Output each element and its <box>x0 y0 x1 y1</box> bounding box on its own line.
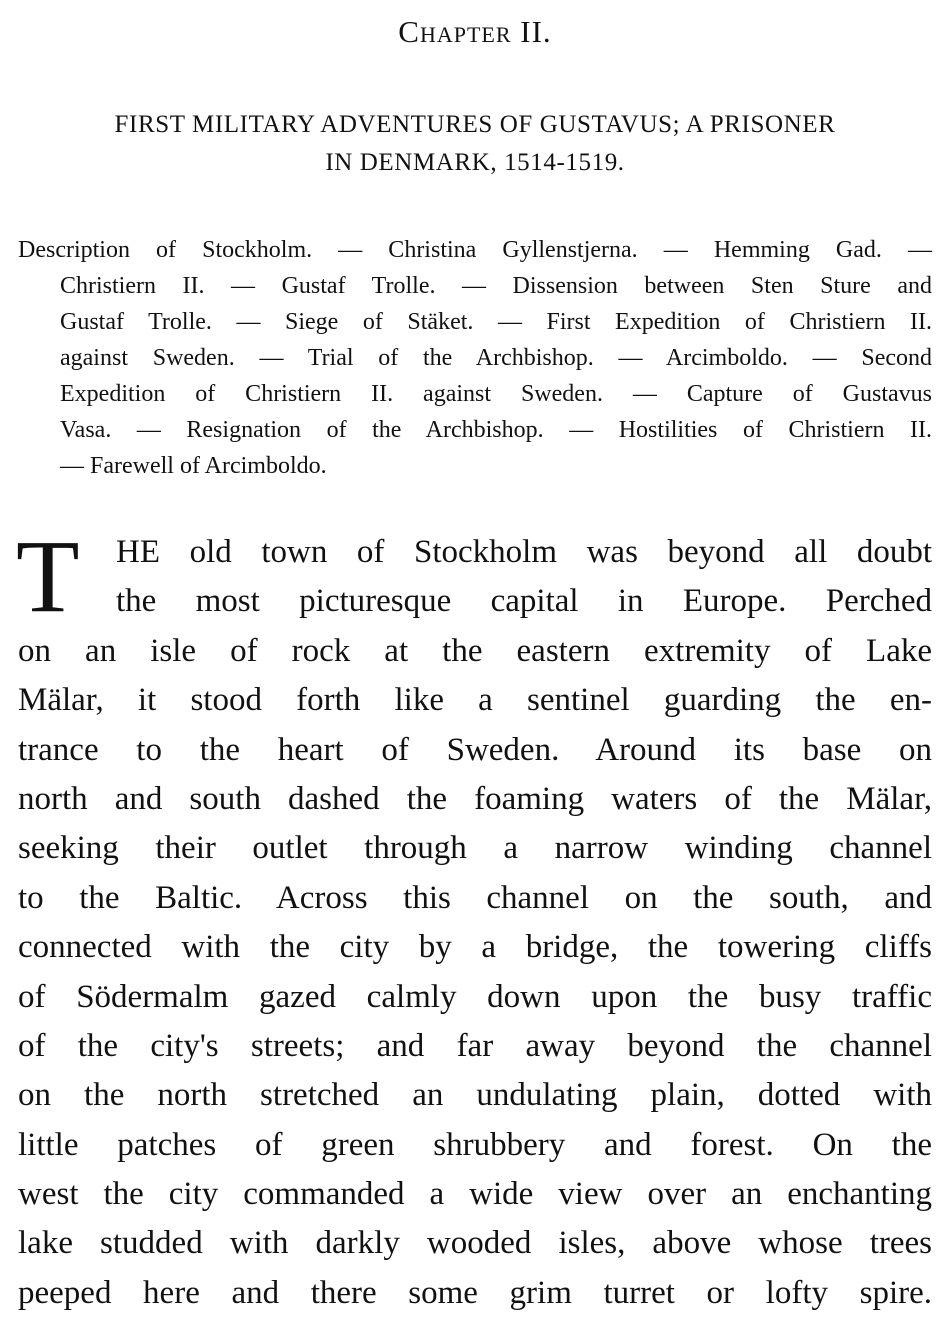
summary-line: — Farewell of Arcimboldo. <box>60 453 327 479</box>
summary-line: Description of Stockholm. — Christina Gyllenstjerna. — Hemming Gad. — <box>18 237 932 263</box>
body-paragraph <box>18 528 932 1318</box>
body-line: HE old town of Stockholm was beyond all doubt <box>116 534 932 570</box>
chapter-title <box>0 106 950 182</box>
body-line: west the city commanded a wide view over an enchanting <box>18 1176 932 1213</box>
body-line: on an isle of rock at the eastern extremity of Lake <box>18 632 932 669</box>
body-line: trance to the heart of Sweden. Around its base on <box>18 731 932 768</box>
body-line: little patches of green shrubbery and forest. On the <box>18 1126 932 1163</box>
body-line: peeped here and there some grim turret or lofty spire. <box>18 1274 932 1311</box>
body-line: the most picturesque capital in Europe. Perched <box>116 583 932 620</box>
summary-line: Gustaf Trolle. — Siege of Stäket. — First Expedition of Christiern II. <box>60 309 932 335</box>
chapter-title-line: FIRST MILITARY ADVENTURES OF GUSTAVUS; A PRISONER <box>114 111 836 138</box>
summary-line: Expedition of Christiern II. against Sweden. — Capture of Gustavus <box>60 381 932 407</box>
body-line: seeking their outlet through a narrow winding channel <box>18 830 932 867</box>
body-line: lake studded with darkly wooded isles, above whose trees <box>18 1225 932 1262</box>
body-line: on the north stretched an undulating plain, dotted with <box>18 1077 932 1114</box>
summary-line: Christiern II. — Gustaf Trolle. — Dissension between Sten Sture and <box>60 273 932 299</box>
chapter-title-line: IN DENMARK, 1514-1519. <box>325 149 625 176</box>
body-line: of the city's streets; and far away beyond the channel <box>18 1027 932 1064</box>
drop-cap: T <box>16 519 80 634</box>
summary-line: Vasa. — Resignation of the Archbishop. — Hostilities of Christiern II. <box>60 417 932 443</box>
body-line: of Södermalm gazed calmly down upon the busy traffic <box>18 978 932 1015</box>
chapter-summary <box>18 232 932 484</box>
body-line: connected with the city by a bridge, the towering cliffs <box>18 929 932 966</box>
summary-line: against Sweden. — Trial of the Archbishop. — Arcimboldo. — Second <box>60 345 932 371</box>
chapter-heading: Chapter II. <box>398 14 552 49</box>
body-line: to the Baltic. Across this channel on the south, and <box>18 879 932 916</box>
body-line: north and south dashed the foaming waters of the Mälar, <box>18 780 932 817</box>
body-line: Mälar, it stood forth like a sentinel guarding the en- <box>18 682 932 719</box>
